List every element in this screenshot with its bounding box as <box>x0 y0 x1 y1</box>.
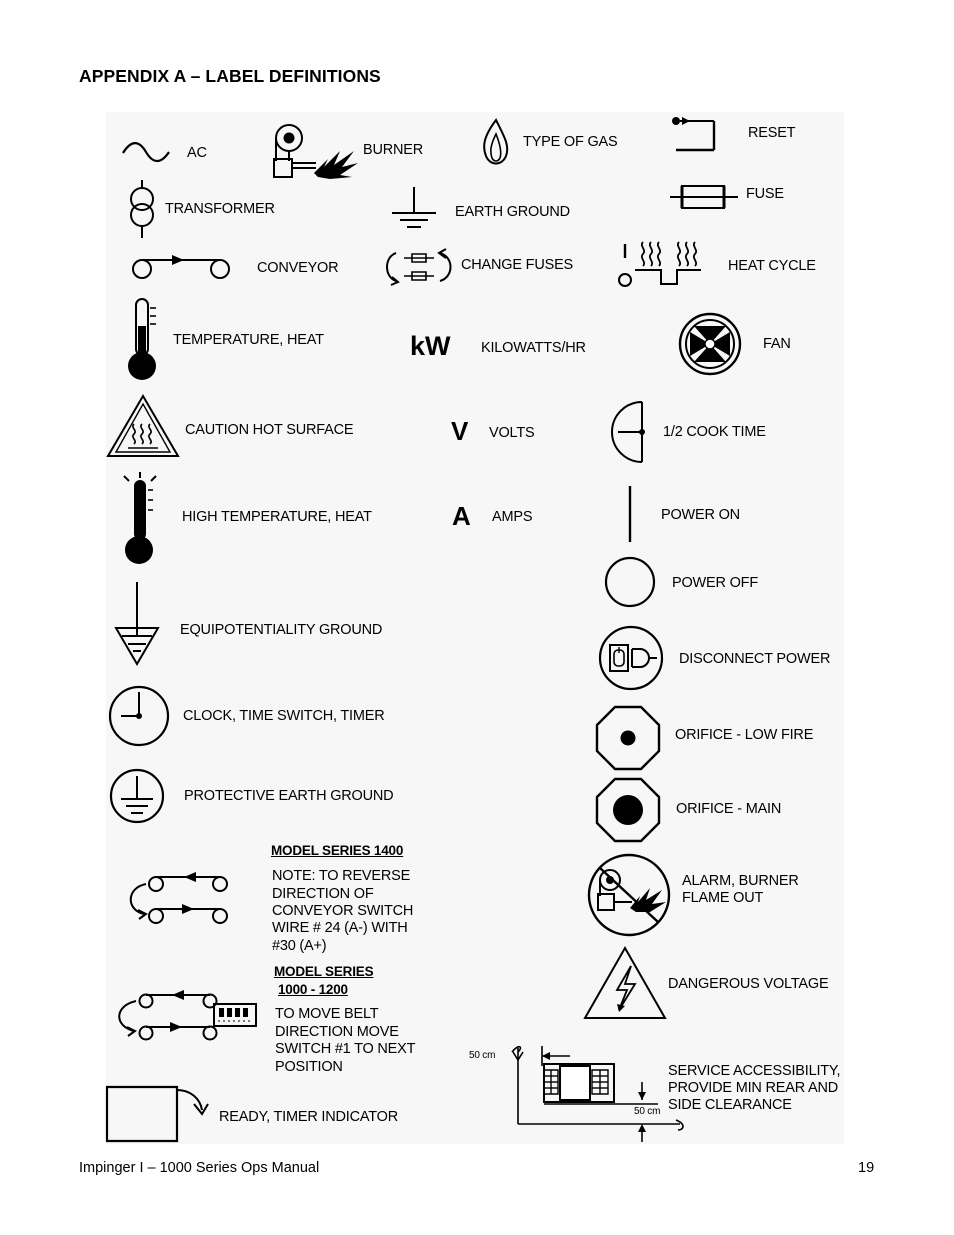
ac-icon <box>121 140 171 164</box>
burner-label: BURNER <box>363 142 424 158</box>
service-line: PROVIDE MIN REAR AND <box>668 1080 839 1096</box>
fuse-icon <box>668 182 740 212</box>
alarm-line: ALARM, BURNER <box>682 873 799 889</box>
note-line: WIRE # 24 (A-) WITH <box>272 920 408 936</box>
model-1000-heading-line1: MODEL SERIES <box>274 964 374 979</box>
ready-timer-label: READY, TIMER INDICATOR <box>219 1109 399 1125</box>
type-of-gas-label: TYPE OF GAS <box>523 134 618 150</box>
reverse-conveyor-icon <box>126 870 232 928</box>
belt-direction-switch-icon <box>112 990 264 1046</box>
ac-label: AC <box>187 145 207 161</box>
power-off-label: POWER OFF <box>672 575 759 591</box>
clock-timer-label: CLOCK, TIME SWITCH, TIMER <box>183 708 385 724</box>
disconnect-power-icon <box>597 625 665 691</box>
power-off-icon <box>603 555 657 609</box>
note-line: DIRECTION OF <box>272 886 374 902</box>
high-temperature-label: HIGH TEMPERATURE, HEAT <box>182 509 372 525</box>
alarm-burner-flame-out-icon <box>586 852 672 938</box>
service-clearance-icon <box>504 1042 690 1144</box>
page-title: APPENDIX A – LABEL DEFINITIONS <box>79 66 381 86</box>
amp-symbol: A <box>452 501 471 531</box>
footer-manual-title: Impinger I – 1000 Series Ops Manual <box>79 1160 320 1176</box>
reset-icon <box>670 114 722 156</box>
protective-earth-ground-label: PROTECTIVE EARTH GROUND <box>184 788 394 804</box>
transformer-icon <box>126 180 158 240</box>
fan-label: FAN <box>763 336 791 352</box>
service-line: SIDE CLEARANCE <box>668 1097 792 1113</box>
volt-symbol: V <box>451 416 469 446</box>
note-line: TO MOVE BELT <box>275 1006 379 1022</box>
orifice-main-icon <box>594 776 662 844</box>
hot-surface-warning-icon <box>106 394 180 458</box>
disconnect-power-label: DISCONNECT POWER <box>679 651 831 667</box>
alarm-line: FLAME OUT <box>682 890 764 906</box>
note-line: CONVEYOR SWITCH <box>272 903 414 919</box>
service-line: SERVICE ACCESSIBILITY, <box>668 1063 841 1079</box>
half-cook-time-icon <box>608 400 648 464</box>
conveyor-label: CONVEYOR <box>257 260 339 276</box>
note-line: SWITCH #1 TO NEXT <box>275 1041 416 1057</box>
thermometer-icon <box>124 296 160 384</box>
earth-ground-label: EARTH GROUND <box>455 204 570 220</box>
kilowatts-label: KILOWATTS/HR <box>481 340 586 356</box>
transformer-label: TRANSFORMER <box>165 201 275 217</box>
orifice-main-label: ORIFICE - MAIN <box>676 801 782 817</box>
heat-cycle-label: HEAT CYCLE <box>728 258 816 274</box>
ready-timer-indicator-icon <box>104 1084 216 1144</box>
amps-label: AMPS <box>492 509 533 525</box>
fan-icon <box>678 312 742 376</box>
dim-50cm-bottom: 50 cm <box>634 1106 661 1117</box>
model-1400-heading: MODEL SERIES 1400 <box>271 843 404 858</box>
change-fuses-icon <box>382 249 456 285</box>
orifice-low-fire-label: ORIFICE - LOW FIRE <box>675 727 814 743</box>
conveyor-icon <box>128 252 234 282</box>
clock-timer-icon <box>107 684 171 748</box>
note-line: NOTE: TO REVERSE <box>272 868 411 884</box>
caution-hot-surface-label: CAUTION HOT SURFACE <box>185 422 354 438</box>
note-line: POSITION <box>275 1059 343 1075</box>
fuse-label: FUSE <box>746 186 784 202</box>
power-on-icon <box>626 484 634 544</box>
volts-label: VOLTS <box>489 425 535 441</box>
dim-50cm-top: 50 cm <box>469 1050 496 1061</box>
footer-page-number: 19 <box>858 1160 875 1176</box>
model-1000-heading-line2: 1000 - 1200 <box>278 982 348 997</box>
high-temperature-icon <box>120 470 160 568</box>
temperature-heat-label: TEMPERATURE, HEAT <box>173 332 324 348</box>
kilowatt-symbol: kW <box>410 331 451 361</box>
burner-icon <box>268 121 360 183</box>
earth-ground-icon <box>390 187 438 231</box>
heat-cycle-icon <box>615 238 707 292</box>
change-fuses-label: CHANGE FUSES <box>461 257 574 273</box>
equipotentiality-ground-label: EQUIPOTENTIALITY GROUND <box>180 622 383 638</box>
dangerous-voltage-label: DANGEROUS VOLTAGE <box>668 976 829 992</box>
reset-label: RESET <box>748 125 796 141</box>
equipotentiality-ground-icon <box>114 582 160 668</box>
note-line: #30 (A+) <box>272 938 327 954</box>
gas-flame-icon <box>480 118 512 170</box>
dangerous-voltage-icon <box>583 946 667 1020</box>
note-line: DIRECTION MOVE <box>275 1024 399 1040</box>
half-cook-time-label: 1/2 COOK TIME <box>663 424 766 440</box>
protective-earth-ground-icon <box>108 767 166 825</box>
power-on-label: POWER ON <box>661 507 740 523</box>
orifice-low-fire-icon <box>594 704 662 772</box>
